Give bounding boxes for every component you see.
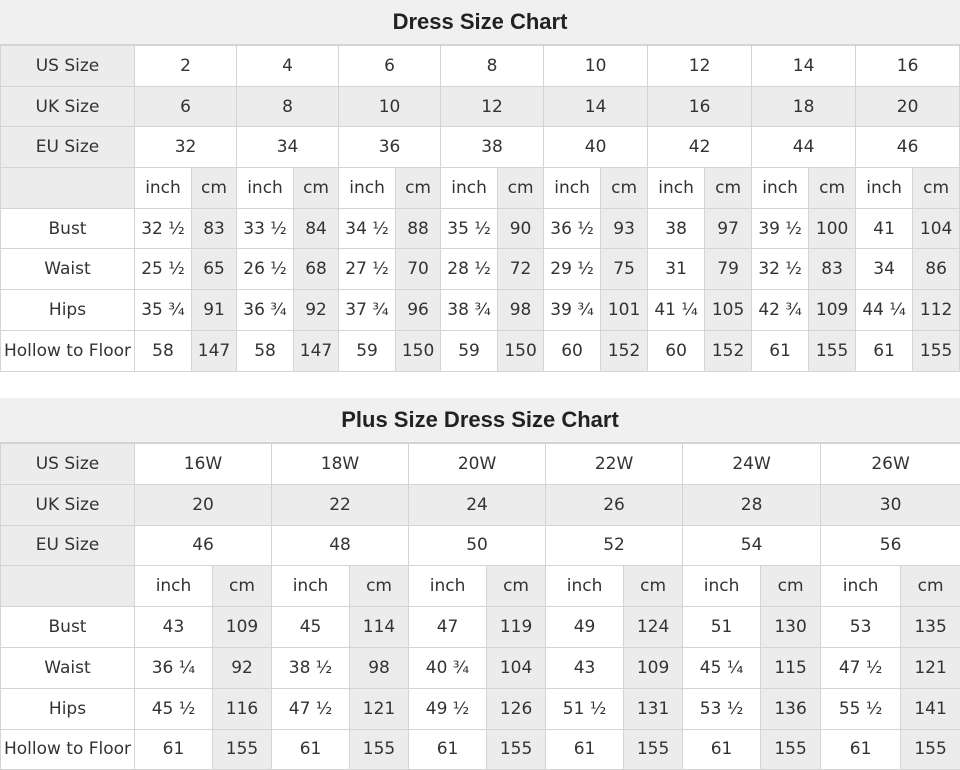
row-label: Waist xyxy=(1,249,135,290)
hollow-inch: 61 xyxy=(683,729,761,770)
hollow-cm: 150 xyxy=(396,330,441,371)
hollow-to-floor-row xyxy=(1,729,960,770)
unit-inch: inch xyxy=(683,566,761,607)
us-size-cell: 10 xyxy=(544,46,648,87)
uk-size-cell: 24 xyxy=(409,484,546,525)
waist-inch: 43 xyxy=(546,647,624,688)
waist-cm: 79 xyxy=(705,249,752,290)
hollow-cm: 155 xyxy=(487,729,546,770)
bust-inch: 33 ½ xyxy=(237,208,294,249)
bust-cm: 104 xyxy=(913,208,960,249)
bust-inch: 39 ½ xyxy=(752,208,809,249)
us-size-cell: 16W xyxy=(135,444,272,485)
uk-size-cell: 26 xyxy=(546,484,683,525)
hips-cm: 126 xyxy=(487,688,546,729)
unit-row xyxy=(1,168,960,209)
waist-cm: 121 xyxy=(901,647,960,688)
unit-inch: inch xyxy=(339,168,396,209)
eu-size-cell: 52 xyxy=(546,525,683,566)
bust-inch: 47 xyxy=(409,607,487,648)
unit-cm: cm xyxy=(809,168,856,209)
us-size-cell: 2 xyxy=(135,46,237,87)
row-label-empty xyxy=(1,566,135,607)
us-size-cell: 6 xyxy=(339,46,441,87)
unit-cm: cm xyxy=(396,168,441,209)
us-size-cell: 22W xyxy=(546,444,683,485)
unit-inch: inch xyxy=(441,168,498,209)
bust-cm: 130 xyxy=(761,607,821,648)
bust-cm: 124 xyxy=(624,607,683,648)
row-label: Hollow to Floor xyxy=(1,729,135,770)
bust-inch: 49 xyxy=(546,607,624,648)
bust-cm: 109 xyxy=(213,607,272,648)
hollow-cm: 147 xyxy=(192,330,237,371)
uk-size-cell: 28 xyxy=(683,484,821,525)
hollow-cm: 155 xyxy=(213,729,272,770)
waist-cm: 104 xyxy=(487,647,546,688)
us-size-cell: 4 xyxy=(237,46,339,87)
unit-cm: cm xyxy=(487,566,546,607)
bust-inch: 43 xyxy=(135,607,213,648)
hollow-inch: 61 xyxy=(752,330,809,371)
waist-cm: 75 xyxy=(601,249,648,290)
us-size-cell: 8 xyxy=(441,46,544,87)
eu-size-cell: 44 xyxy=(752,127,856,168)
unit-inch: inch xyxy=(135,566,213,607)
waist-cm: 109 xyxy=(624,647,683,688)
bust-cm: 83 xyxy=(192,208,237,249)
unit-inch: inch xyxy=(752,168,809,209)
eu-size-cell: 54 xyxy=(683,525,821,566)
waist-cm: 83 xyxy=(809,249,856,290)
hips-inch: 47 ½ xyxy=(272,688,350,729)
bust-inch: 45 xyxy=(272,607,350,648)
unit-inch: inch xyxy=(856,168,913,209)
unit-cm: cm xyxy=(498,168,544,209)
waist-inch: 40 ¾ xyxy=(409,647,487,688)
hips-cm: 112 xyxy=(913,290,960,331)
bust-inch: 53 xyxy=(821,607,901,648)
hips-inch: 53 ½ xyxy=(683,688,761,729)
uk-size-cell: 18 xyxy=(752,86,856,127)
waist-cm: 86 xyxy=(913,249,960,290)
row-label-empty xyxy=(1,168,135,209)
waist-cm: 65 xyxy=(192,249,237,290)
waist-cm: 72 xyxy=(498,249,544,290)
eu-size-cell: 46 xyxy=(856,127,960,168)
unit-row xyxy=(1,566,960,607)
bust-inch: 32 ½ xyxy=(135,208,192,249)
row-label: Bust xyxy=(1,208,135,249)
hips-cm: 98 xyxy=(498,290,544,331)
bust-cm: 119 xyxy=(487,607,546,648)
uk-size-cell: 16 xyxy=(648,86,752,127)
hips-cm: 96 xyxy=(396,290,441,331)
unit-cm: cm xyxy=(901,566,960,607)
us-size-cell: 12 xyxy=(648,46,752,87)
uk-size-cell: 12 xyxy=(441,86,544,127)
bust-cm: 100 xyxy=(809,208,856,249)
unit-cm: cm xyxy=(294,168,339,209)
eu-size-row xyxy=(1,127,960,168)
hollow-cm: 147 xyxy=(294,330,339,371)
row-label: Hollow to Floor xyxy=(1,330,135,371)
unit-cm: cm xyxy=(761,566,821,607)
waist-row xyxy=(1,647,960,688)
waist-inch: 34 xyxy=(856,249,913,290)
hips-cm: 101 xyxy=(601,290,648,331)
hollow-cm: 155 xyxy=(350,729,409,770)
us-size-cell: 18W xyxy=(272,444,409,485)
waist-inch: 36 ¼ xyxy=(135,647,213,688)
row-label: Hips xyxy=(1,290,135,331)
hollow-inch: 58 xyxy=(237,330,294,371)
hollow-cm: 155 xyxy=(624,729,683,770)
bust-inch: 35 ½ xyxy=(441,208,498,249)
eu-size-cell: 56 xyxy=(821,525,960,566)
bust-inch: 41 xyxy=(856,208,913,249)
hollow-inch: 60 xyxy=(648,330,705,371)
hips-inch: 42 ¾ xyxy=(752,290,809,331)
eu-size-cell: 38 xyxy=(441,127,544,168)
hollow-to-floor-row xyxy=(1,330,960,371)
uk-size-row xyxy=(1,86,960,127)
unit-inch: inch xyxy=(135,168,192,209)
hollow-inch: 61 xyxy=(546,729,624,770)
bust-cm: 135 xyxy=(901,607,960,648)
unit-inch: inch xyxy=(546,566,624,607)
hollow-cm: 155 xyxy=(761,729,821,770)
hips-inch: 49 ½ xyxy=(409,688,487,729)
us-size-cell: 24W xyxy=(683,444,821,485)
hollow-inch: 61 xyxy=(409,729,487,770)
hollow-cm: 150 xyxy=(498,330,544,371)
eu-size-cell: 32 xyxy=(135,127,237,168)
waist-cm: 68 xyxy=(294,249,339,290)
hips-cm: 92 xyxy=(294,290,339,331)
bust-row xyxy=(1,607,960,648)
hollow-inch: 61 xyxy=(821,729,901,770)
eu-size-cell: 34 xyxy=(237,127,339,168)
hollow-cm: 152 xyxy=(601,330,648,371)
row-label: Bust xyxy=(1,607,135,648)
waist-row xyxy=(1,249,960,290)
hips-row xyxy=(1,688,960,729)
row-label: Waist xyxy=(1,647,135,688)
row-label: UK Size xyxy=(1,484,135,525)
hollow-inch: 61 xyxy=(272,729,350,770)
unit-cm: cm xyxy=(350,566,409,607)
uk-size-cell: 30 xyxy=(821,484,960,525)
bust-cm: 97 xyxy=(705,208,752,249)
us-size-cell: 14 xyxy=(752,46,856,87)
hips-cm: 91 xyxy=(192,290,237,331)
hips-inch: 37 ¾ xyxy=(339,290,396,331)
eu-size-cell: 36 xyxy=(339,127,441,168)
chart-title: Dress Size Chart xyxy=(0,0,960,45)
waist-inch: 27 ½ xyxy=(339,249,396,290)
waist-cm: 92 xyxy=(213,647,272,688)
us-size-row xyxy=(1,444,960,485)
hollow-cm: 155 xyxy=(901,729,960,770)
hips-cm: 141 xyxy=(901,688,960,729)
hips-inch: 45 ½ xyxy=(135,688,213,729)
hollow-inch: 61 xyxy=(135,729,213,770)
row-label: Hips xyxy=(1,688,135,729)
row-label: US Size xyxy=(1,46,135,87)
uk-size-cell: 14 xyxy=(544,86,648,127)
hips-inch: 51 ½ xyxy=(546,688,624,729)
hollow-inch: 61 xyxy=(856,330,913,371)
size-table xyxy=(0,45,960,372)
plus-size-chart xyxy=(0,398,960,770)
unit-inch: inch xyxy=(409,566,487,607)
hollow-cm: 155 xyxy=(913,330,960,371)
waist-inch: 28 ½ xyxy=(441,249,498,290)
hips-cm: 121 xyxy=(350,688,409,729)
uk-size-cell: 8 xyxy=(237,86,339,127)
unit-cm: cm xyxy=(705,168,752,209)
bust-inch: 36 ½ xyxy=(544,208,601,249)
chart-title: Plus Size Dress Size Chart xyxy=(0,398,960,443)
us-size-cell: 26W xyxy=(821,444,960,485)
unit-inch: inch xyxy=(821,566,901,607)
eu-size-cell: 42 xyxy=(648,127,752,168)
bust-cm: 93 xyxy=(601,208,648,249)
us-size-cell: 20W xyxy=(409,444,546,485)
row-label: UK Size xyxy=(1,86,135,127)
unit-cm: cm xyxy=(624,566,683,607)
hollow-inch: 59 xyxy=(339,330,396,371)
unit-cm: cm xyxy=(601,168,648,209)
hips-inch: 44 ¼ xyxy=(856,290,913,331)
bust-cm: 84 xyxy=(294,208,339,249)
us-size-row xyxy=(1,46,960,87)
hips-row xyxy=(1,290,960,331)
bust-cm: 90 xyxy=(498,208,544,249)
size-table xyxy=(0,443,960,770)
eu-size-cell: 46 xyxy=(135,525,272,566)
waist-cm: 115 xyxy=(761,647,821,688)
hollow-cm: 152 xyxy=(705,330,752,371)
waist-inch: 31 xyxy=(648,249,705,290)
dress-size-chart xyxy=(0,0,960,370)
waist-inch: 47 ½ xyxy=(821,647,901,688)
waist-inch: 25 ½ xyxy=(135,249,192,290)
waist-inch: 26 ½ xyxy=(237,249,294,290)
bust-inch: 38 xyxy=(648,208,705,249)
eu-size-row xyxy=(1,525,960,566)
uk-size-cell: 6 xyxy=(135,86,237,127)
waist-inch: 29 ½ xyxy=(544,249,601,290)
waist-cm: 70 xyxy=(396,249,441,290)
uk-size-cell: 10 xyxy=(339,86,441,127)
waist-cm: 98 xyxy=(350,647,409,688)
hips-inch: 41 ¼ xyxy=(648,290,705,331)
uk-size-cell: 20 xyxy=(135,484,272,525)
uk-size-row xyxy=(1,484,960,525)
hips-cm: 131 xyxy=(624,688,683,729)
hips-cm: 109 xyxy=(809,290,856,331)
hollow-inch: 58 xyxy=(135,330,192,371)
bust-inch: 34 ½ xyxy=(339,208,396,249)
bust-cm: 88 xyxy=(396,208,441,249)
hollow-inch: 60 xyxy=(544,330,601,371)
waist-inch: 38 ½ xyxy=(272,647,350,688)
row-label: EU Size xyxy=(1,127,135,168)
unit-cm: cm xyxy=(913,168,960,209)
unit-cm: cm xyxy=(213,566,272,607)
hips-cm: 136 xyxy=(761,688,821,729)
unit-inch: inch xyxy=(648,168,705,209)
uk-size-cell: 22 xyxy=(272,484,409,525)
hips-inch: 55 ½ xyxy=(821,688,901,729)
eu-size-cell: 48 xyxy=(272,525,409,566)
unit-cm: cm xyxy=(192,168,237,209)
hollow-inch: 59 xyxy=(441,330,498,371)
eu-size-cell: 40 xyxy=(544,127,648,168)
hips-inch: 39 ¾ xyxy=(544,290,601,331)
bust-inch: 51 xyxy=(683,607,761,648)
bust-cm: 114 xyxy=(350,607,409,648)
eu-size-cell: 50 xyxy=(409,525,546,566)
hips-inch: 36 ¾ xyxy=(237,290,294,331)
unit-inch: inch xyxy=(272,566,350,607)
bust-row xyxy=(1,208,960,249)
hips-cm: 105 xyxy=(705,290,752,331)
unit-inch: inch xyxy=(544,168,601,209)
row-label: EU Size xyxy=(1,525,135,566)
hips-inch: 35 ¾ xyxy=(135,290,192,331)
hips-inch: 38 ¾ xyxy=(441,290,498,331)
unit-inch: inch xyxy=(237,168,294,209)
waist-inch: 45 ¼ xyxy=(683,647,761,688)
uk-size-cell: 20 xyxy=(856,86,960,127)
hollow-cm: 155 xyxy=(809,330,856,371)
row-label: US Size xyxy=(1,444,135,485)
us-size-cell: 16 xyxy=(856,46,960,87)
hips-cm: 116 xyxy=(213,688,272,729)
waist-inch: 32 ½ xyxy=(752,249,809,290)
